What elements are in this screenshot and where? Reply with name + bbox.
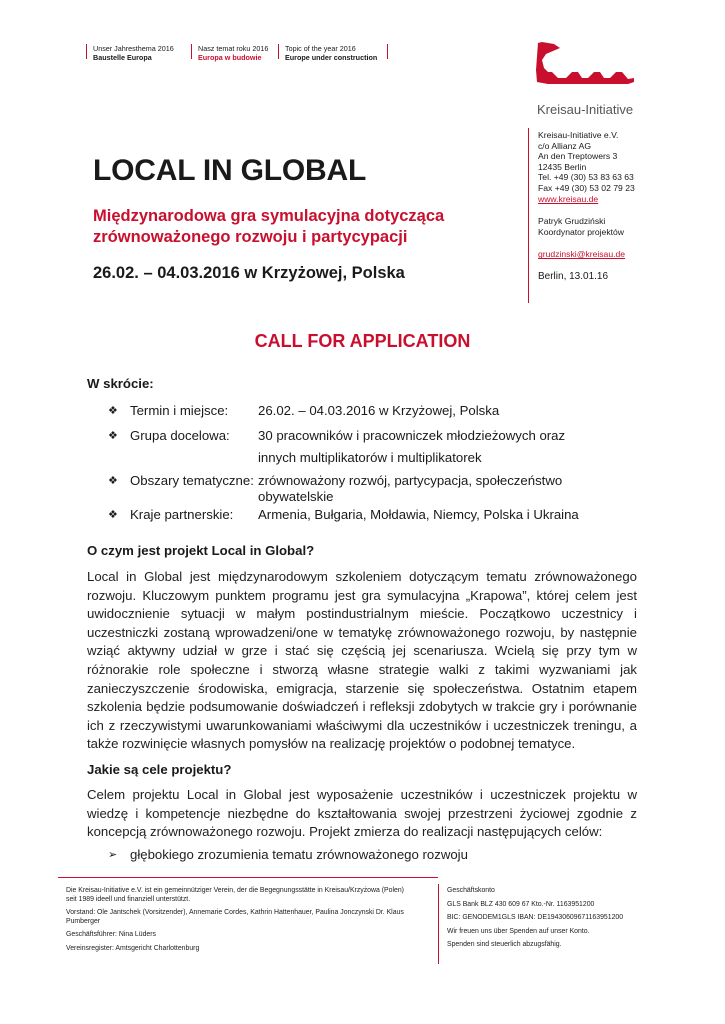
footer-text: Spenden sind steuerlich abzugsfähig. <box>447 941 562 949</box>
topic-pl: Nasz temat roku 2016 Europa w budowie <box>198 44 269 62</box>
footer-text: Die Kreisau-Initiative e.V. ist ein gemeinnütziger Verein, der die Begegnungsstätte in Kreisau/Krzyżowa (Polen) seit 1989 ideell und finanziell unterstützt. <box>66 887 404 903</box>
summary-label: Kraje partnerskie: <box>130 507 234 522</box>
website-link[interactable]: www.kreisau.de <box>538 193 599 204</box>
address-line: c/o Allianz AG <box>538 140 592 151</box>
kreisau-logo-icon <box>530 40 640 92</box>
arrow-bullet-icon: ➢ <box>108 849 118 861</box>
topic-de: Unser Jahresthema 2016 Baustelle Europa <box>93 44 174 62</box>
place-date: Berlin, 13.01.16 <box>538 270 609 282</box>
email-link[interactable]: grudzinski@kreisau.de <box>538 249 626 260</box>
diamond-bullet-icon: ❖ <box>108 475 118 487</box>
footer-text: Geschäftskonto <box>447 887 495 894</box>
topic-divider <box>86 44 87 59</box>
event-dateline: 26.02. – 04.03.2016 w Krzyżowej, Polska <box>93 264 405 282</box>
phone-line: Tel. +49 (30) 53 83 63 63 <box>538 172 634 183</box>
contact-role: Koordynator projektów <box>538 226 624 237</box>
call-for-application-heading: CALL FOR APPLICATION <box>254 331 471 351</box>
footer-divider <box>438 884 439 964</box>
footer-text: Vereinsregister: Amtsgericht Charlottenburg <box>66 944 200 952</box>
footer-text: GLS Bank BLZ 430 609 67 Kto.-Nr. 1163951200 <box>447 900 595 908</box>
summary-label: Obszary tematyczne: <box>130 473 254 488</box>
section-paragraph: Celem projektu Local in Global jest wyposażenie uczestników i uczestniczek projektu w wiedzę i kompetencje niezbędne do kształtowania swojej przestrzeni życiowej zgodnie z koncepcją zrównoważonego rozwoju. Projekt zmierza do realizacji następujących celów: <box>87 787 637 840</box>
address-block <box>538 130 635 283</box>
topic-en: Topic of the year 2016 Europe under construction <box>285 44 378 62</box>
footer-right <box>447 887 667 955</box>
page-title: LOCAL IN GLOBAL <box>93 154 367 187</box>
fax-line: Fax +49 (30) 53 02 79 23 <box>538 182 635 193</box>
footer-text: Vorstand: Ole Jantschek (Vorsitzender), Annemarie Cordes, Kathrin Hattenhauer, Paulina Jonczynski Dr. Klaus Pumberger <box>66 909 404 925</box>
footer-text: BIC: GENODEM1GLS IBAN: DE19430609671163951200 <box>447 914 624 922</box>
goal-item: głębokiego zrozumienia tematu zrównoważonego rozwoju <box>130 847 468 862</box>
summary-value: Armenia, Bułgaria, Mołdawia, Niemcy, Polska i Ukraina <box>258 507 579 522</box>
section-heading: O czym jest projekt Local in Global? <box>87 543 315 558</box>
diamond-bullet-icon: ❖ <box>108 430 118 442</box>
address-divider <box>528 128 529 303</box>
summary-heading: W skrócie: <box>87 376 154 391</box>
summary-label: Termin i miejsce: <box>130 403 229 418</box>
contact-name: Patryk Grudziński <box>538 216 606 227</box>
summary-label: Grupa docelowa: <box>130 428 230 443</box>
diamond-bullet-icon: ❖ <box>108 405 118 417</box>
topic-divider <box>191 44 192 59</box>
topic-divider <box>278 44 279 59</box>
summary-value-cont: obywatelskie <box>258 489 334 504</box>
address-line: Kreisau-Initiative e.V. <box>538 130 619 140</box>
summary-value: 26.02. – 04.03.2016 w Krzyżowej, Polska <box>258 403 500 418</box>
section-heading: Jakie są cele projektu? <box>87 762 232 777</box>
footer-rule <box>58 877 438 878</box>
footer-text: Geschäftsführer: Nina Lüders <box>66 931 157 939</box>
summary-value-cont: innych multiplikatorów i multiplikatorek <box>258 450 482 465</box>
logo-text: Kreisau-Initiative <box>537 102 634 117</box>
footer-text: Wir freuen uns über Spenden auf unser Konto. <box>447 927 590 935</box>
address-line: 12435 Berlin <box>538 161 587 172</box>
summary-value: 30 pracowników i pracowniczek młodzieżowych oraz <box>258 428 566 443</box>
address-line: An den Treptowers 3 <box>538 151 618 162</box>
topic-divider <box>387 44 388 59</box>
footer-left <box>66 887 406 959</box>
summary-value: zrównoważony rozwój, partycypacja, społeczeństwo <box>258 473 563 488</box>
subtitle: Międzynarodowa gra symulacyjna dotycząca zrównoważonego rozwoju i partycypacji <box>93 207 445 246</box>
diamond-bullet-icon: ❖ <box>108 509 118 521</box>
section-paragraph: Local in Global jest międzynarodowym szkoleniem dotyczącym tematu zrównoważonego rozwoju. Kluczowym punktem programu jest gra symulacyjna „Krapowa”, której celem jest uwidocznienie sytuacji w małym postindustrialnym mieście. Początkowo uczestnicy i uczestniczki zostaną wprowadzeni/one w tematykę zrównoważonego rozwoju, by następnie wziąć aktywny udział w grze i stać się częścią jej scenariusza. Wcielą się przy tym w różnorakie role społeczne i stworzą własne strategie walki z takimi wyzwaniami jak zanieczyszczenie środowiska, emigracja, starzenie się społeczeństwa. Ostatnim etapem szkolenia będzie podsumowanie doświadczeń i refleksji zdobytych w trakcie gry i porównanie ich z rzeczywistymi uwarunkowaniami właściwymi dla uczestników i uczestniczek treningu, a także rozwinięcie własnych pomysłów na realizację projektów o podobnej tematyce. <box>87 569 637 752</box>
